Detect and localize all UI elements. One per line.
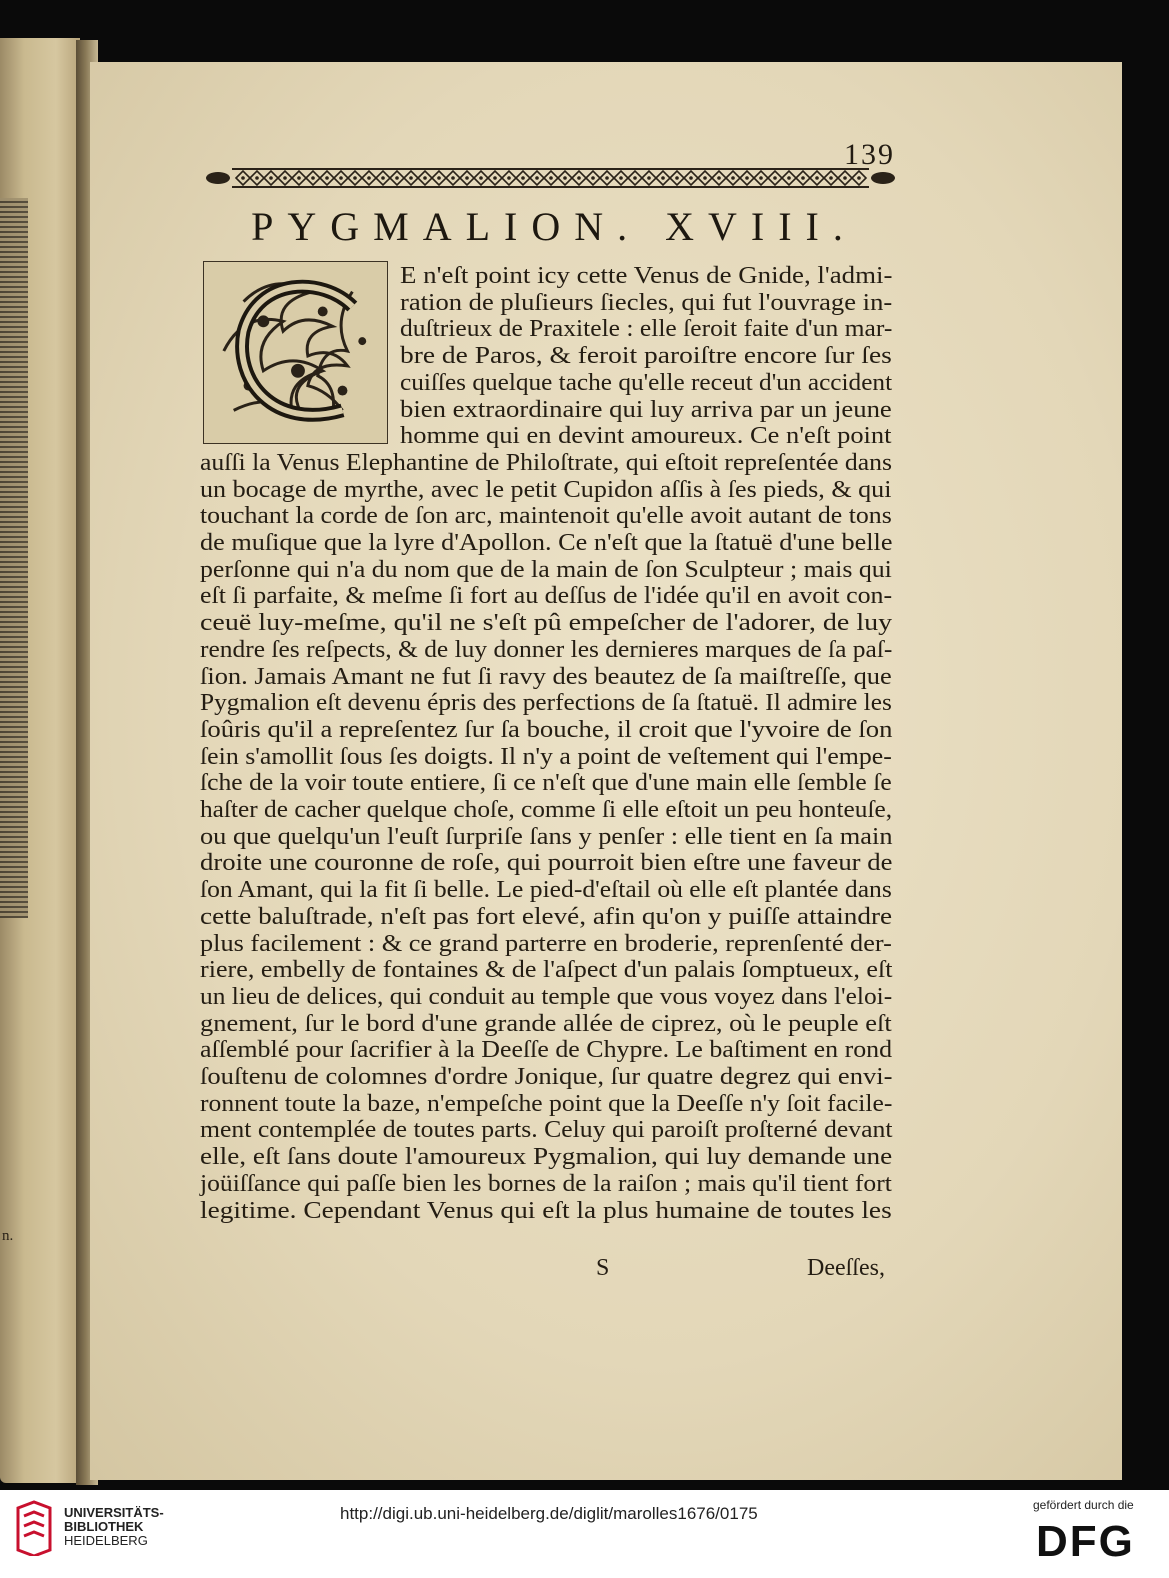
text-line: bien extraordinaire qui luy arriva par un jeune (400, 396, 892, 423)
facing-page-engraving (0, 198, 28, 918)
text-line: Pygmalion eſt devenu épris des perfections de ſa ſtatuë. Il admire les (200, 690, 892, 717)
library-name-line-2: BIBLIOTHEK (64, 1519, 144, 1534)
text-line: cette baluſtrade, n'eſt pas fort elevé, afin qu'on y puiſſe attaindre (200, 903, 893, 930)
text-line: de muſique que la lyre d'Apollon. Ce n'eſt que la ſtatuë d'une belle (200, 530, 893, 556)
viewer-footer (0, 1490, 1169, 1578)
text-line: bre de Paros, & feroit paroiſtre encore ſur ſes (400, 343, 892, 370)
text-line: ſoûris qu'il a repreſentez ſur ſa bouche, il croit que l'yvoire de ſon (200, 716, 893, 743)
text-line: ou que quelqu'un l'euſt ſurpriſe ſans y penſer : elle tient en ſa main (200, 823, 893, 850)
text-line: homme qui en devint amoureux. Ce n'eſt point (400, 423, 892, 450)
library-name-line-3: HEIDELBERG (64, 1533, 148, 1548)
text-line: ceuë luy-meſme, qu'il ne s'eſt pû empeſcher de l'adorer, de luy (200, 610, 893, 637)
dfg-logo: DFG (1036, 1517, 1135, 1566)
funding-caption: gefördert durch die (1033, 1498, 1134, 1512)
signature-mark: S (596, 1255, 610, 1281)
text-line: plus facilement : & ce grand parterre en broderie, reprenſenté der- (200, 930, 892, 957)
permalink-url[interactable]: http://digi.ub.uni-heidelberg.de/diglit/marolles1676/0175 (340, 1504, 758, 1523)
text-line: riere, embelly de fontaines & de l'aſpect d'un palais ſomptueux, eſt (200, 957, 893, 984)
text-line: un lieu de delices, qui conduit au temple que vous voyez dans l'eloi- (200, 983, 893, 1010)
decorated-initial-c (203, 261, 388, 444)
text-line: aſſemblé pour ſacrifier à la Deeſſe de Chypre. Le baſtiment en rond (200, 1037, 893, 1064)
text-line: touchant la corde de ſon arc, maintenoit qu'elle avoit autant de tons (200, 503, 892, 530)
text-line: duſtrieux de Praxitele : elle ſeroit faite d'un mar- (400, 316, 893, 343)
text-line: droite une couronne de roſe, qui pourroit bien eſtre une faveur de (200, 850, 893, 877)
text-line: ſon Amant, qui la fit ſi belle. Le pied-d'eſtail où elle eſt plantée dans (200, 877, 892, 904)
chapter-title: PYGMALION. XVIII. (251, 204, 857, 249)
text-line: rendre ſes reſpects, & de luy donner les dernieres marques de ſa paſ- (200, 636, 893, 663)
library-name-line-1: UNIVERSITÄTS- (64, 1505, 164, 1520)
facing-page-text-fragment: n. (2, 1228, 14, 1244)
text-line: ſion. Jamais Amant ne fut ſi ravy des beautez de ſa maiſtreſſe, que (200, 663, 892, 690)
text-line: legitime. Cependant Venus qui eſt la plus humaine de toutes les (200, 1197, 892, 1224)
text-line: eſt ſi parfaite, & meſme ſi fort au deſſus de l'idée qu'il en avoit con- (200, 583, 893, 610)
text-line: ment contemplée de toutes parts. Celuy qui paroiſt proſterné devant (200, 1117, 893, 1144)
ornamental-header-band (204, 165, 897, 191)
catchword: Deeſſes, (807, 1255, 885, 1281)
university-library-logo-icon (12, 1500, 56, 1556)
text-line: perſonne qui n'a du nom que de la main de ſon Sculpteur ; mais qui (200, 556, 892, 583)
text-line: elle, eſt ſans doute l'amoureux Pygmalion, qui luy demande une (200, 1144, 893, 1171)
library-name (64, 1506, 164, 1548)
text-line: ration de pluſieurs ſiecles, qui fut l'ouvrage in- (400, 289, 893, 316)
text-line: gnement, ſur le bord d'une grande allée de ciprez, où le peuple eſt (200, 1010, 892, 1037)
text-line: ſche de la voir toute entiere, ſi ce n'eſt que d'une main elle ſemble ſe (200, 770, 892, 797)
text-line: cuiſſes quelque tache qu'elle receut d'un accident (400, 369, 893, 396)
text-line: joüiſſance qui paſſe bien les bornes de la raiſon ; mais qu'il tient fort (200, 1170, 892, 1197)
text-line: E n'eſt point icy cette Venus de Gnide, l'admi- (400, 263, 893, 289)
text-line: ſein s'amollit ſous ſes doigts. Il n'y a point de veſtement qui l'empe- (200, 743, 892, 770)
text-line: auſſi la Venus Elephantine de Philoſtrate, qui eſtoit repreſentée dans (200, 449, 893, 476)
text-line: un bocage de myrthe, avec le petit Cupidon aſſis à ſes pieds, & qui (200, 476, 892, 503)
page-number: 139 (844, 138, 895, 171)
text-line: haſter de cacher quelque choſe, comme ſi elle eſtoit un peu honteuſe, (200, 797, 893, 823)
text-line: ſouſtenu de colomnes d'ordre Jonique, ſur quatre degrez qui envi- (200, 1064, 893, 1090)
text-line: ronnent toute la baze, n'empeſche point que la Deeſſe n'y ſoit facile- (200, 1090, 893, 1117)
